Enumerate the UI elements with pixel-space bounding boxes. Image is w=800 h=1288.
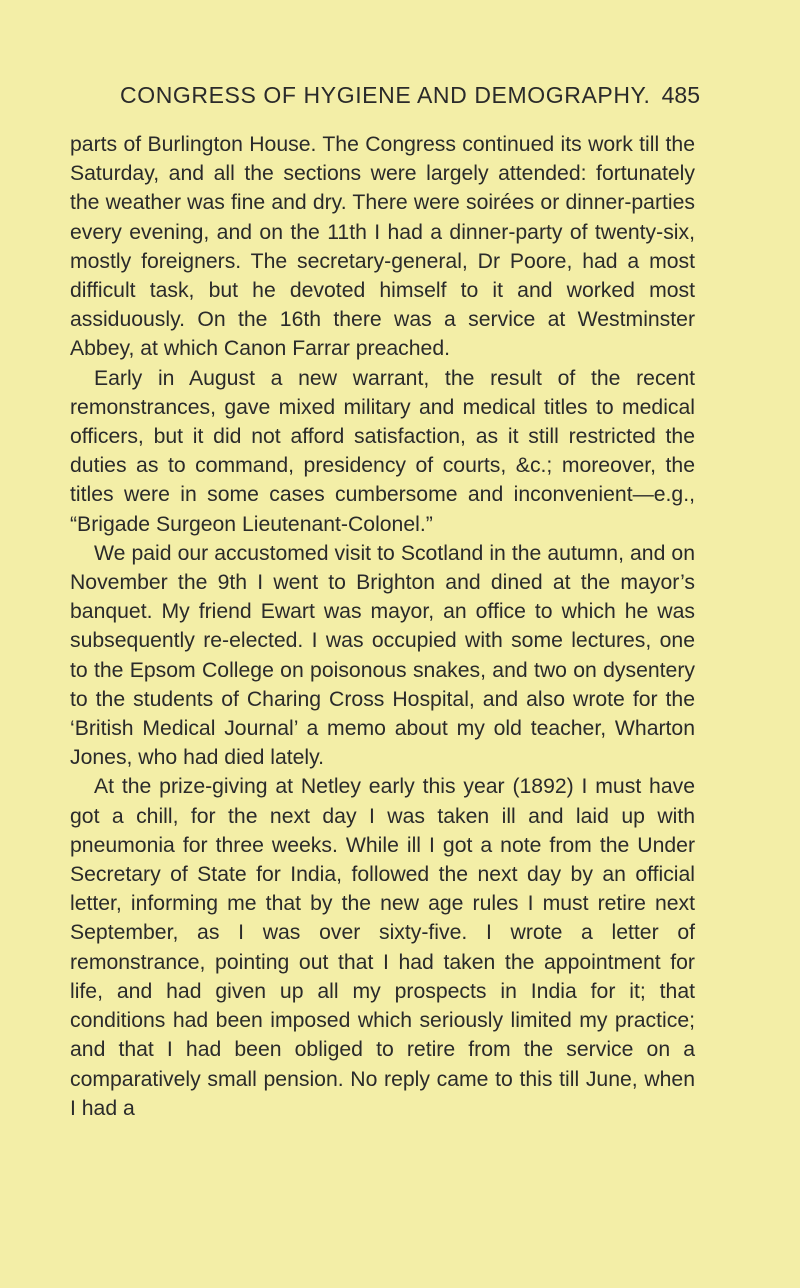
paragraph-august-warrant: Early in August a new warrant, the result of the recent remonstrances, gave mixed military and medical titles to medical officers, but it did not afford satisfaction, as it still restricted the duties as to command, presidency of courts, &c.; moreover, the titles were in some cases cumbersome and inconvenient—e.g., “Brigade Surgeon Lieutenant-Colonel.”	[70, 366, 695, 536]
page-number: 485	[661, 82, 700, 108]
paragraph-scotland-visit: We paid our accustomed visit to Scotland in the autumn, and on November the 9th I went to Brighton and dined at the mayor’s banquet. My friend Ewart was mayor, an office to which he was subsequently re-elected. I was occupied with some lectures, one to the Epsom College on poisonous snakes, and two on dysentery to the students of Charing Cross Hospital, and also wrote for the ‘British Medical Journal’ a memo about my old teacher, Wharton Jones, who had died lately.	[70, 541, 695, 770]
running-header	[120, 80, 700, 116]
body-text	[70, 130, 695, 1123]
paragraph-continuation: parts of Burlington House. The Congress continued its work till the Saturday, and all the sections were largely attended: fortunately the weather was fine and dry. There were soirées or dinner-parties every evening, and on the 11th I had a dinner-party of twenty-six, mostly foreigners. The secretary-general, Dr Poore, had a most difficult task, but he devoted himself to it and worked most assiduously. On the 16th there was a service at Westminster Abbey, at which Canon Farrar preached.	[70, 133, 695, 361]
paragraph-netley-prize-giving: At the prize-giving at Netley early this year (1892) I must have got a chill, for the next day I was taken ill and laid up with pneumonia for three weeks. While ill I got a note from the Under Secretary of State for India, followed the next day by an official letter, informing me that by the new age rules I must retire next September, as I was over sixty-five. I wrote a letter of remonstrance, pointing out that I had taken the appointment for life, and had given up all my prospects in India for it; that conditions had been imposed which seriously limited my practice; and that I had been obliged to retire from the service on a comparatively small pension. No reply came to this till June, when I had a	[70, 775, 695, 1120]
running-title: CONGRESS OF HYGIENE AND DEMOGRAPHY.	[120, 82, 651, 108]
